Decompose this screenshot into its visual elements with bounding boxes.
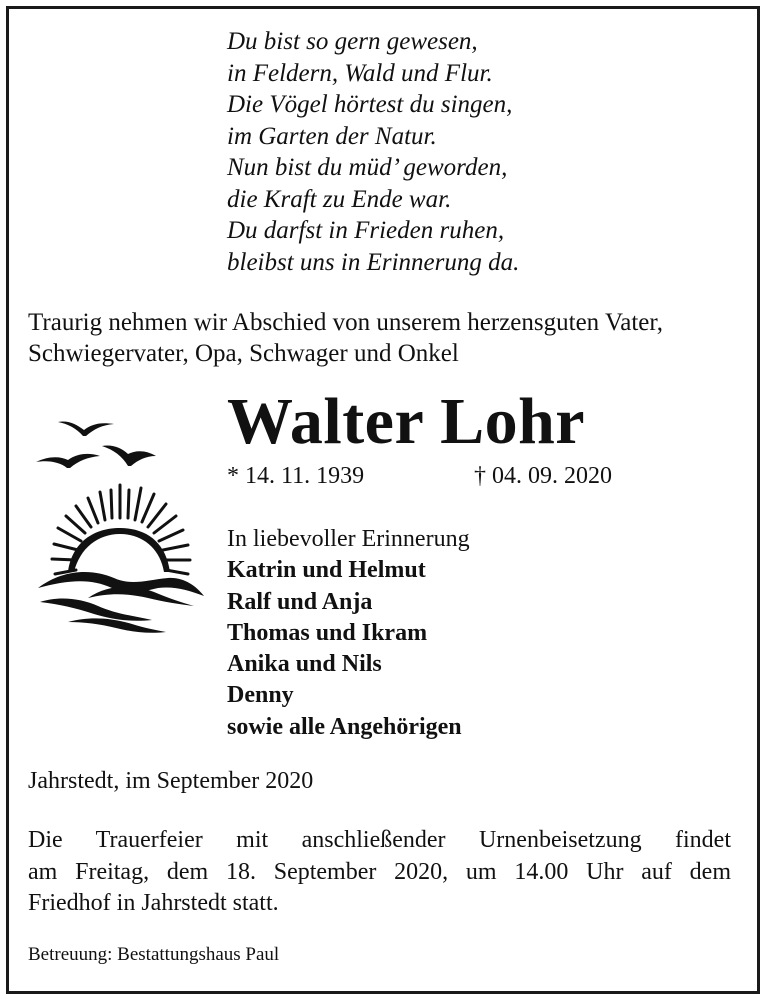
mourner-name: Anika und Nils [227, 651, 382, 678]
mourner-name: Ralf und Anja [227, 588, 373, 615]
funeral-home-credit: Betreuung: Bestattungshaus Paul [28, 944, 280, 965]
intro-line: Schwiegervater, Opa, Schwager und Onkel [28, 340, 459, 367]
funeral-line: am Freitag, dem 18. September 2020, um 14.00 Uhr auf dem [28, 858, 731, 885]
funeral-line: Friedhof in Jahrstedt statt. [28, 890, 279, 916]
bird-icon [36, 454, 100, 468]
funeral-line: Die Trauerfeier mit anschließender Urnenbeisetzung findet [28, 827, 731, 853]
sunset-birds-icon [28, 410, 208, 635]
bird-icon [58, 421, 114, 436]
birth-date: * 14. 11. 1939 [227, 463, 365, 489]
poem-line: Die Vögel hörtest du singen, [227, 91, 513, 118]
place-date: Jahrstedt, im September 2020 [28, 768, 314, 794]
mourner-name: Denny [227, 682, 294, 709]
mourners-label: In liebevoller Erinnerung [227, 526, 470, 552]
mourner-name: sowie alle Angehörigen [227, 713, 462, 740]
poem-line: die Kraft zu Ende war. [227, 185, 452, 213]
poem-line: bleibst uns in Erinnerung da. [227, 248, 520, 276]
intro-text [28, 307, 740, 369]
mourners-block [227, 524, 470, 743]
poem-line: Du darfst in Frieden ruhen, [227, 217, 505, 244]
deceased-name: Walter Lohr [227, 385, 586, 458]
mourner-name: Thomas und Ikram [227, 619, 428, 646]
funeral-notice [28, 825, 731, 920]
poem-line: Du bist so gern gewesen, [227, 28, 478, 55]
mourner-name: Katrin und Helmut [227, 557, 426, 584]
death-date: † 04. 09. 2020 [474, 463, 612, 489]
poem-line: in Feldern, Wald und Flur. [227, 59, 493, 87]
poem [227, 26, 519, 278]
bird-icon [102, 445, 156, 466]
poem-line: Nun bist du müd’ geworden, [227, 154, 508, 181]
intro-line: Traurig nehmen wir Abschied von unserem herzensguten Vater, [28, 309, 663, 336]
poem-line: im Garten der Natur. [227, 122, 437, 150]
